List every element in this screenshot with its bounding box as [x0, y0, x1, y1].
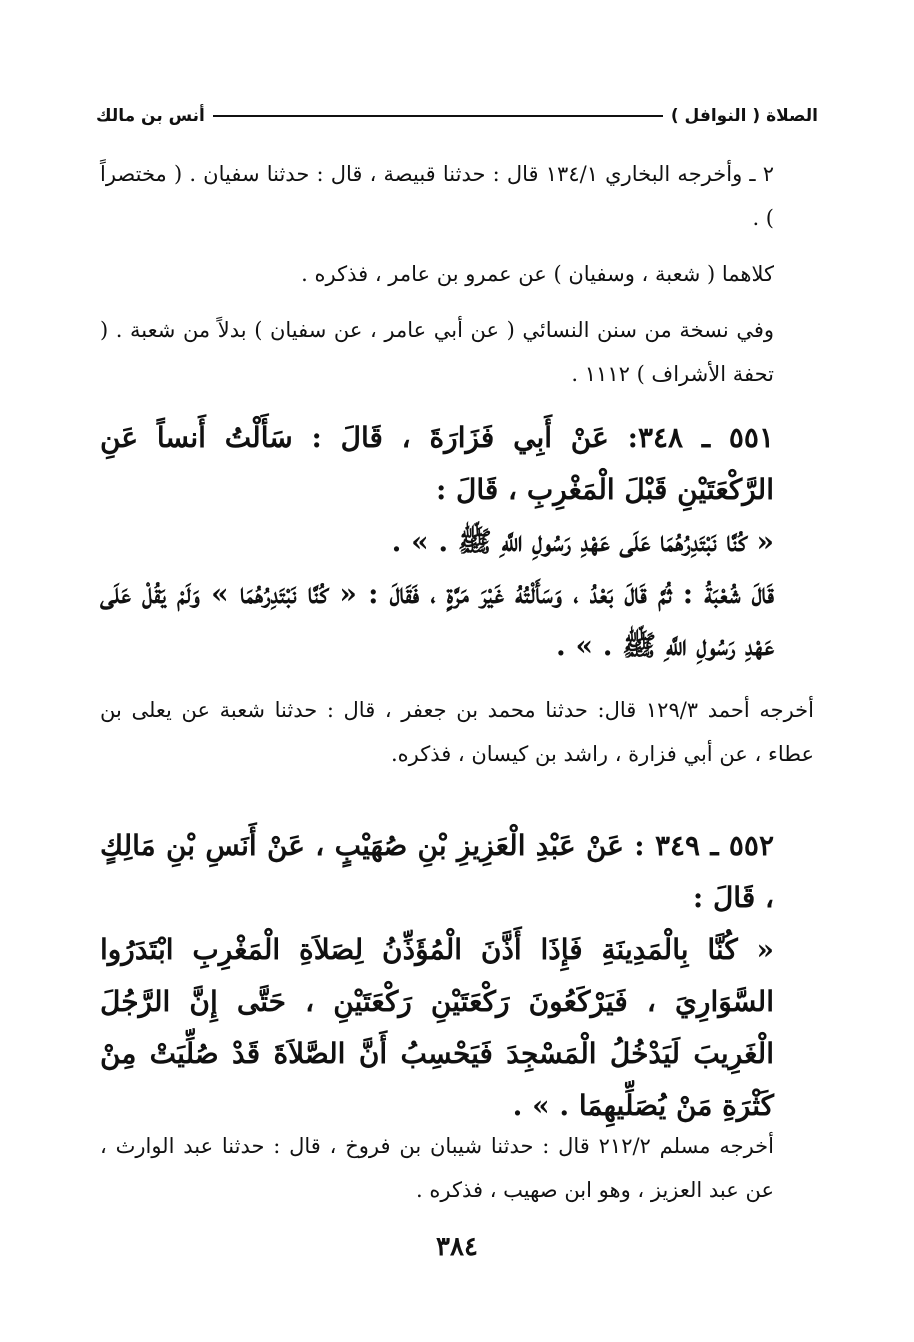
hadith-552 [100, 820, 814, 1132]
footnote-both: كلاهما ( شعبة ، وسفيان ) عن عمرو بن عامر ، فذكره . [301, 262, 774, 286]
footnote-bukhari: ٢ ـ وأخرجه البخاري ١٣٤/١ قال : حدثنا قبيصة ، قال : حدثنا سفيان . ( مختصراً ) . [100, 162, 774, 230]
running-head [96, 100, 818, 132]
hadith-551 [100, 412, 814, 672]
running-head-rule [213, 115, 663, 117]
running-head-chapter: الصلاة ( النوافل ) [670, 106, 818, 126]
footnote-block-2 [100, 688, 814, 776]
hadith-551-quote: « كُنَّا نَبْتَدِرُهُمَا عَلَى عَهْدِ رَسُولِ اللَّهِ ﷺ . » . [391, 525, 774, 558]
footnote-block-1 [100, 152, 814, 396]
page-number: ٣٨٤ [436, 1232, 478, 1262]
footnote-block-3 [100, 1124, 814, 1212]
footnote-ahmad: أخرجه أحمد ١٢٩/٣ قال: حدثنا محمد بن جعفر ، قال : حدثنا شعبة عن يعلى بن عطاء ، عن أبي فزارة ، راشد بن كيسان ، فذكره. [100, 698, 814, 766]
hadith-552-intro: ٥٥٢ ـ ٣٤٩ : عَنْ عَبْدِ الْعَزِيزِ بْنِ صُهَيْبٍ ، عَنْ أَنَسِ بْنِ مَالِكٍ ، قَالَ : [100, 829, 775, 914]
running-head-narrator: أنس بن مالك [96, 106, 205, 126]
hadith-552-quote: « كُنَّا بِالْمَدِينَةِ فَإِذَا أَذَّنَ الْمُؤَذِّنُ لِصَلاَةِ الْمَغْرِبِ ابْتَدَرُوا السَّوَارِيَ ، فَيَرْكَعُونَ رَكْعَتَيْنِ رَكْعَتَيْنِ ، حَتَّى إِنَّ الرَّجُلَ الْغَرِيبَ لَيَدْخُلُ الْمَسْجِدَ فَيَحْسِبُ أَنَّ الصَّلاَةَ قَدْ صُلِّيَتْ مِنْ كَثْرَةِ مَنْ يُصَلِّيهِمَا . » . [100, 933, 774, 1122]
footnote-nasai: وفي نسخة من سنن النسائي ( عن أبي عامر ، عن سفيان ) بدلاً من شعبة . ( تحفة الأشراف ) ١١١٢ . [100, 318, 774, 386]
hadith-551-intro: ٥٥١ ـ ٣٤٨: عَنْ أَبِي فَزَارَةَ ، قَالَ : سَأَلْتُ أَنساً عَنِ الرَّكْعَتَيْنِ قَبْلَ الْمَغْرِبِ ، قَالَ : [100, 421, 775, 506]
footnote-muslim: أخرجه مسلم ٢١٢/٢ قال : حدثنا شيبان بن فروخ ، قال : حدثنا عبد الوارث ، عن عبد العزيز ، وهو ابن صهيب ، فذكره . [100, 1134, 774, 1202]
hadith-551-shuba: قَالَ شُعْبَةُ : ثُمَّ قَالَ بَعْدُ ، وَسَأَلْتُهُ غَيْرَ مَرَّةٍ ، فَقَالَ : « كُنَّا نَبْتَدِرُهُمَا » وَلَمْ يَقُلْ عَلَى عَهْدِ رَسُولِ اللَّهِ ﷺ . » . [100, 577, 774, 662]
